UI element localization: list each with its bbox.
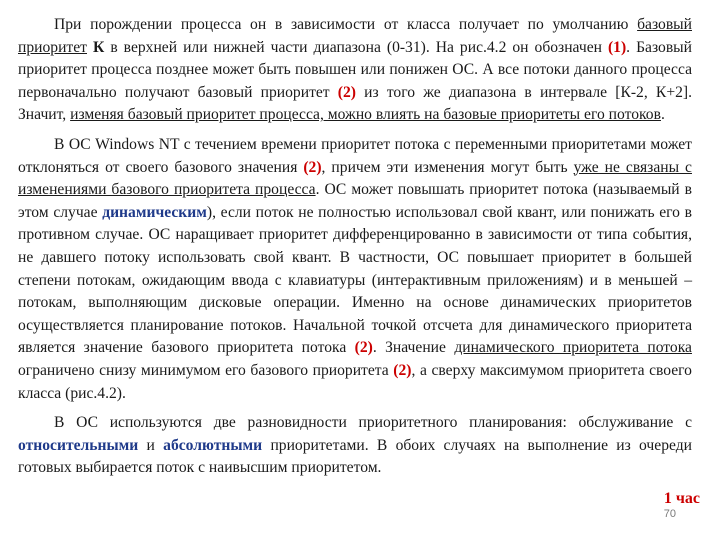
highlighted-term: относительными (18, 436, 139, 454)
underlined-phrase: динамического приоритета потока (454, 339, 692, 357)
bold-symbol: К (93, 38, 105, 56)
paragraph-base-priority (18, 14, 692, 127)
text: . Базовый приоритет процесса позднее может быть повышен или понижен ОС. А все потоки данного процесса первоначально получают базовый приоритет (18, 38, 692, 101)
document-page (18, 14, 692, 487)
figure-ref-marker: (2) (393, 361, 412, 379)
figure-ref-marker: (2) (354, 339, 373, 357)
underlined-term: базовый приоритет (18, 16, 692, 56)
text: В ОС Windows NT с течением времени приоритет потока с переменными приоритетами может отклоняться от своего базового значения (18, 135, 692, 176)
text: приоритетами. В обоих случаях на выполнение из очереди готовых выбирается поток с наивысшим приоритетом. (18, 436, 692, 477)
text: из того же диапазона в интервале [К-2, К+2]. Значит, (18, 83, 692, 124)
text: ), если поток не полностью использовал свой квант, или понижать его в противном случае. ОС наращивает приоритет дифференцированно в зависимости от типа события, не давшего потоку использовать свой квант. В частности, ОС повышает приоритет в большей степени потокам, ожидающим ввода с клавиатуры (интерактивным приложениям) и в меньшей – потокам, выполняющим дисковые операции. Именно на основе динамических приоритетов осуществляется планирование потоков. Начальной точкой отсчета для динамического приоритета является значение базового приоритета потока (18, 203, 692, 357)
highlighted-term: абсолютными (163, 436, 263, 454)
underlined-phrase: уже не связаны с изменениями базового приоритета процесса (18, 158, 692, 199)
text: , а сверху максимумом приоритета своего класса (рис.4.2). (18, 361, 692, 402)
highlighted-term: динамическим (102, 203, 207, 221)
figure-ref-marker: (2) (303, 158, 322, 176)
text: , причем эти изменения могут быть (321, 158, 574, 176)
paragraph-dynamic-priority (18, 134, 692, 405)
page-number: 70 (663, 508, 676, 520)
text: В ОС используются две разновидности приоритетного планирования: обслуживание с (54, 414, 692, 432)
text: и (138, 436, 164, 454)
text: . ОС может повышать приоритет потока (называемый в этом случае (18, 181, 692, 221)
text: При порождении процесса он в зависимости от класса получает по умолчанию (54, 16, 638, 33)
text: ограничено снизу минимумом его базового приоритета (18, 361, 394, 379)
figure-ref-marker: (2) (337, 83, 356, 101)
underlined-phrase: изменяя базовый приоритет процесса, можно влиять на базовые приоритеты его потоков (70, 106, 661, 124)
figure-ref-marker: (1) (607, 38, 627, 56)
duration-label: 1 час (663, 490, 700, 507)
text: . Значение (372, 339, 455, 357)
text: в верхней или нижней части диапазона (0-31). На рис.4.2 он обозначен (104, 38, 608, 56)
text: . (660, 106, 665, 124)
paragraph-scheduling-types (18, 412, 692, 480)
